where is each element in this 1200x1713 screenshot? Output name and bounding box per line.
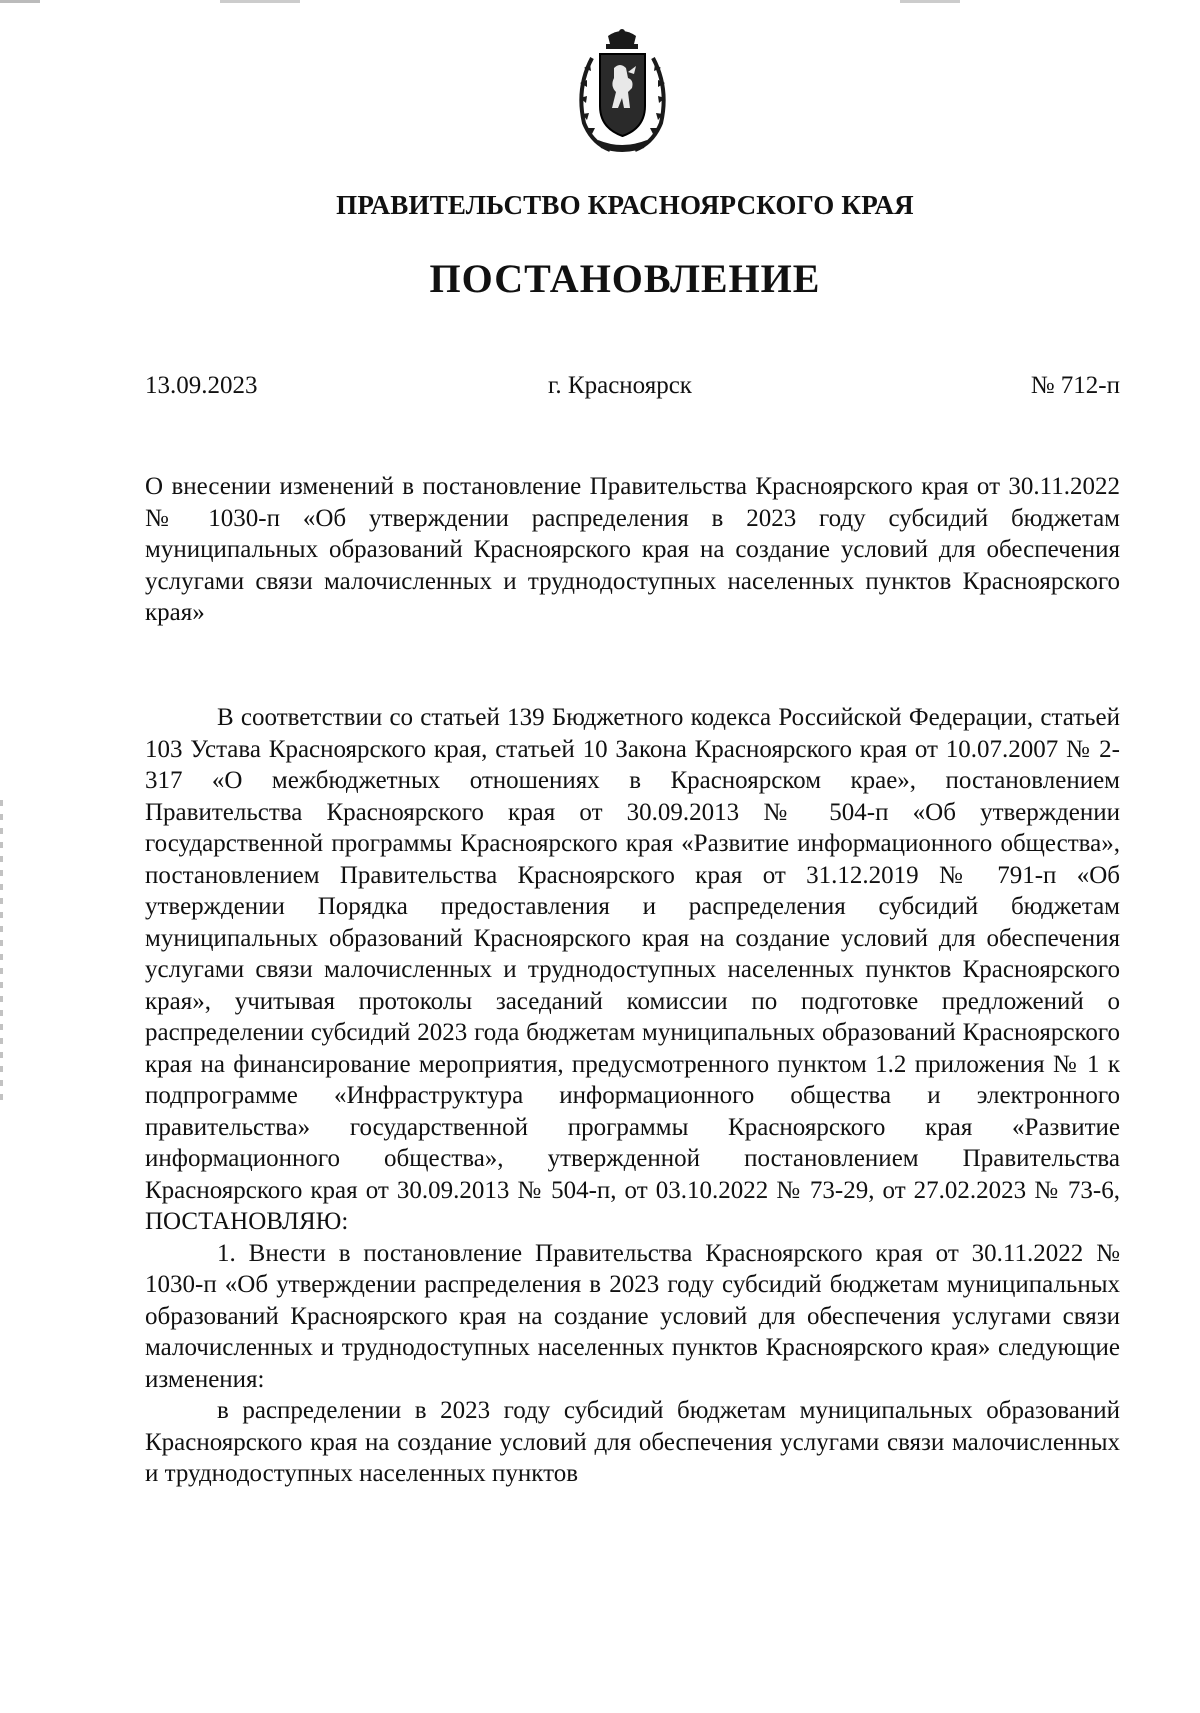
document-city: г. Красноярск bbox=[548, 372, 692, 399]
body-paragraph-item-1: 1. Внести в постановление Правительства Красноярского края от 30.11.2022 № 1030-п «Об утверждении распределения в 2023 году субсидий бюджетам муниципальных образований Красноярского края на создание условий для обеспечения услугами связи малочисленных и труднодоступных населенных пунктов Красноярского края» следующие изменения: bbox=[145, 1239, 1120, 1393]
body-paragraph-changes: в распределении в 2023 году субсидий бюджетам муниципальных образований Красноярского края на создание условий для обеспечения услугами связи малочисленных и труднодоступных населенных пунктов bbox=[145, 1397, 1120, 1487]
scan-edge-top bbox=[0, 0, 1200, 3]
scan-edge-left bbox=[0, 800, 3, 1100]
document-body bbox=[145, 702, 1120, 1490]
document-date: 13.09.2023 bbox=[145, 372, 258, 399]
document-subject: О внесении изменений в постановление Правительства Красноярского края от 30.11.2022 № 1030-п «Об утверждении распределения в 2023 году субсидий бюджетам муниципальных образований Красноярского края на создание условий для обеспечения услугами связи малочисленных и труднодоступных населенных пунктов Красноярского края» bbox=[145, 473, 1120, 626]
body-paragraph-preamble: В соответствии со статьей 139 Бюджетного кодекса Российской Федерации, статьей 103 Устава Красноярского края, статьей 10 Закона Красноярского края от 10.07.2007 № 2-317 «О межбюджетных отношениях в Красноярском крае», постановлением Правительства Красноярского края от 30.09.2013 № 504-п «Об утверждении государственной программы Красноярского края «Развитие информационного общества», постановлением Правительства Красноярского края от 31.12.2019 № 791-п «Об утверждении Порядка предоставления и распределения субсидий бюджетам муниципальных образований Красноярского края на создание условий для обеспечения услугами связи малочисленных и труднодоступных населенных пунктов Красноярского края», учитывая протоколы заседаний комиссии по подготовке предложений о распределении субсидий 2023 года бюджетам муниципальных образований Красноярского края на финансирование мероприятия, предусмотренного пунктом 1.2 приложения № 1 к подпрограмме «Инфраструктура информационного общества и электронного правительства» государственной программы Красноярского края «Развитие информационного общества», утвержденной постановлением Правительства Красноярского края от 30.09.2013 № 504-п, от 03.10.2022 № 73-29, от 27.02.2023 № 73-6, ПОСТАНОВЛЯЮ: bbox=[145, 704, 1120, 1235]
coat-of-arms-emblem bbox=[570, 28, 675, 156]
document-number: № 712-п bbox=[1030, 372, 1120, 399]
organization-name: ПРАВИТЕЛЬСТВО КРАСНОЯРСКОГО КРАЯ bbox=[336, 190, 914, 220]
document-type-title: ПОСТАНОВЛЕНИЕ bbox=[429, 256, 821, 301]
document-meta-row bbox=[145, 372, 1120, 406]
